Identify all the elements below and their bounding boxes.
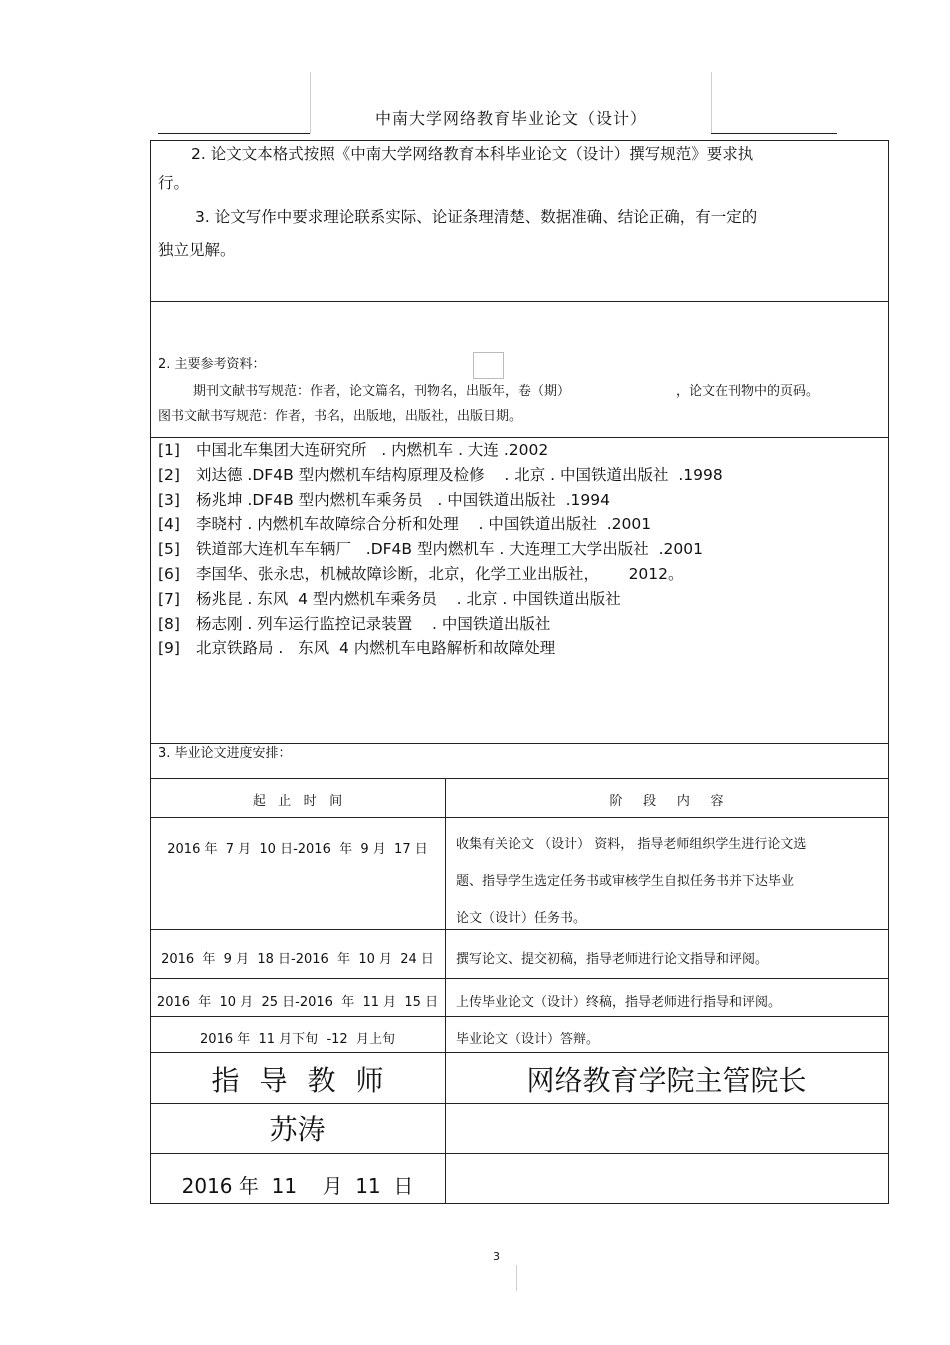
advisor-label: 指导教师: [211, 1064, 404, 1097]
page-header-title: 中南大学网络教育毕业论文（设计）: [374, 109, 647, 128]
schedule-row-1-time: 2016 年 7 月 10 日-2016 年 9 月 17 日: [167, 842, 428, 857]
row-divider: [150, 1052, 889, 1053]
reference-text: 杨志刚 . 列车运行监控记录装置 . 中国铁道出版社: [196, 614, 551, 633]
schedule-row-2-time: 2016 年 9 月 18 日-2016 年 10 月 24 日: [161, 952, 434, 967]
page-number: 3: [493, 1250, 500, 1263]
row-divider: [150, 301, 889, 302]
dean-label: 网络教育学院主管院长: [526, 1064, 807, 1097]
journal-format-rule-a: 期刊文献书写规范：作者，论文篇名，刊物名，出版年，卷（期）: [193, 384, 571, 399]
schedule-row-2-content: 撰写论文、提交初稿，指导老师进行论文指导和评阅。: [456, 952, 769, 967]
reference-item: [158, 638, 555, 658]
header-underline-left: [158, 133, 310, 134]
schedule-row-3-content: 上传毕业论文（设计）终稿，指导老师进行指导和评阅。: [456, 995, 782, 1010]
schedule-row-4-content: 毕业论文（设计）答辩。: [456, 1032, 600, 1047]
schedule-heading: 3. 毕业论文进度安排：: [158, 746, 292, 761]
row-divider: [150, 1103, 889, 1104]
reference-number: [4]: [158, 515, 180, 534]
column-header-content: 阶 段 内 容: [609, 794, 724, 809]
row-divider: [150, 1153, 889, 1154]
reference-text: 李国华、张永忠，机械故障诊断，北京，化学工业出版社， 2012。: [196, 565, 684, 583]
reference-number: [7]: [158, 589, 180, 608]
row-divider: [150, 817, 889, 818]
reference-text: 刘达德 .DF4B 型内燃机车结构原理及检修 . 北京 . 中国铁道出版社 .1998: [196, 465, 723, 484]
column-divider: [445, 778, 446, 1204]
reference-item: [158, 589, 621, 609]
table-bottom-border: [150, 1203, 889, 1204]
reference-text: 杨兆坤 .DF4B 型内燃机车乘务员 . 中国铁道出版社 .1994: [196, 490, 610, 509]
schedule-row-3-time: 2016 年 10 月 25 日-2016 年 11 月 15 日: [156, 995, 439, 1010]
journal-format-rule-b: ，论文在刊物中的页码。: [676, 384, 820, 399]
reference-text: 北京铁路局 . 东风 4 内燃机车电路解析和故障处理: [196, 639, 556, 658]
reference-item: [158, 614, 550, 634]
row-divider: [150, 1016, 889, 1017]
row-divider: [150, 743, 889, 744]
reference-number: [9]: [158, 639, 180, 658]
reference-number: [1]: [158, 441, 180, 459]
requirement-item-3-line2: 独立见解。: [158, 241, 236, 259]
reference-item: [158, 514, 651, 534]
row-divider: [150, 929, 889, 930]
reference-text: 李晓村 . 内燃机车故障综合分析和处理 . 中国铁道出版社 .2001: [196, 515, 652, 534]
requirement-item-3-line1: 3. 论文写作中要求理论联系实际、论证条理清楚、数据准确、结论正确，有一定的: [195, 208, 758, 226]
reference-number: [3]: [158, 490, 180, 509]
requirement-item-2-line1: 2. 论文文本格式按照《中南大学网络教育本科毕业论文（设计）撰写规范》要求执: [191, 145, 754, 163]
reference-text: 杨兆昆 . 东风 4 型内燃机车乘务员 . 北京 . 中国铁道出版社: [196, 589, 621, 608]
reference-item: [158, 539, 703, 559]
row-divider: [150, 437, 889, 438]
header-underline-right: [711, 133, 837, 134]
requirement-item-2-line2: 行。: [158, 174, 190, 192]
table-right-border: [888, 140, 889, 1204]
row-divider: [150, 978, 889, 979]
reference-item: [158, 564, 684, 584]
schedule-row-4-time: 2016 年 11 月下旬 -12 月上旬: [200, 1032, 395, 1047]
reference-item: [158, 490, 610, 510]
advisor-name: 苏涛: [269, 1113, 326, 1146]
book-format-rule: 图书文献书写规范：作者，书名，出版地，出版社，出版日期。: [158, 409, 523, 424]
references-heading: 2. 主要参考资料：: [158, 357, 266, 372]
reference-text: 铁道部大连机车车辆厂 .DF4B 型内燃机车 . 大连理工大学出版社 .2001: [196, 540, 703, 559]
schedule-row-1-content-line1: 收集有关论文 （设计） 资料， 指导老师组织学生进行论文选: [456, 837, 807, 852]
table-top-border: [150, 140, 889, 141]
placeholder-box: [473, 352, 504, 379]
reference-text: 中国北车集团大连研究所 . 内燃机车 . 大连 .2002: [196, 441, 549, 459]
reference-number: [5]: [158, 540, 180, 559]
row-divider: [150, 778, 889, 779]
schedule-row-1-content-line3: 论文（设计）任务书。: [456, 911, 587, 926]
reference-item: [158, 440, 548, 460]
reference-number: [8]: [158, 614, 180, 633]
signature-date: 2016 年 11 月 11 日: [181, 1174, 414, 1198]
reference-number: [2]: [158, 465, 180, 484]
footer-divider: [516, 1265, 517, 1291]
column-header-time: 起 止 时 间: [252, 794, 343, 809]
reference-number: [6]: [158, 565, 180, 583]
reference-item: [158, 465, 723, 485]
schedule-row-1-content-line2: 题、指导学生选定任务书或审核学生自拟任务书并下达毕业: [456, 874, 795, 889]
